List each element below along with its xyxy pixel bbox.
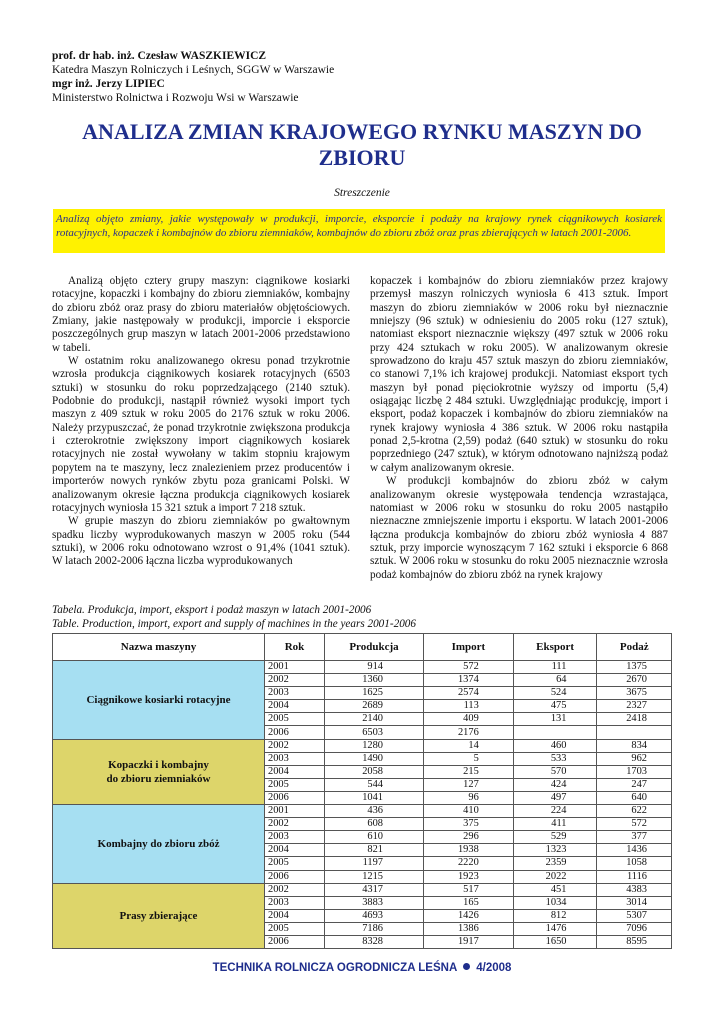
value-cell: 2022: [513, 870, 597, 883]
value-cell: 572: [597, 818, 672, 831]
year-cell: 2006: [265, 791, 325, 804]
value-cell: 451: [513, 883, 597, 896]
value-cell: 1426: [423, 909, 513, 922]
left-paragraph-3: W grupie maszyn do zbioru ziemniaków po gwałtownym spadku liczby wyprodukowanych maszyn w 2005 roku (544 sztuki), w 2006 roku odnotowano wzrost o 91,4% (1041 sztuk). W latach 2002-2006 łączna liczba wyprodukowanych: [52, 515, 350, 568]
value-cell: 424: [513, 778, 597, 791]
table-body: [53, 661, 672, 949]
year-cell: 2006: [265, 870, 325, 883]
value-cell: 1386: [423, 922, 513, 935]
value-cell: 411: [513, 818, 597, 831]
value-cell: 572: [423, 661, 513, 674]
value-cell: 517: [423, 883, 513, 896]
abstract-box: Analizą objęto zmiany, jakie występowały w produkcji, imporcie, eksporcie i podaży na krajowy rynek ciągnikowych kosiarek rotacyjnych, kopaczek i kombajnów do zbioru ziemniaków, kombajnów do zbioru zbóż oraz pras zbierających w latach 2001-2006.: [53, 209, 665, 253]
value-cell: 2327: [597, 700, 672, 713]
value-cell: 5: [423, 752, 513, 765]
year-cell: 2006: [265, 935, 325, 948]
value-cell: 821: [325, 844, 424, 857]
author-1-affiliation: Katedra Maszyn Rolniczych i Leśnych, SGGW w Warszawie: [52, 64, 335, 76]
value-cell: 410: [423, 805, 513, 818]
value-cell: 497: [513, 791, 597, 804]
value-cell: 2359: [513, 857, 597, 870]
value-cell: 1625: [325, 687, 424, 700]
year-cell: 2005: [265, 778, 325, 791]
year-cell: 2003: [265, 896, 325, 909]
article-title: ANALIZA ZMIAN KRAJOWEGO RYNKU MASZYN DO ZBIORU: [82, 119, 642, 170]
year-cell: 2005: [265, 922, 325, 935]
table-caption-pl: Tabela. Produkcja, import, eksport i podaż maszyn w latach 2001-2006: [52, 604, 372, 616]
value-cell: 640: [597, 791, 672, 804]
value-cell: 7186: [325, 922, 424, 935]
value-cell: 1490: [325, 752, 424, 765]
value-cell: 8595: [597, 935, 672, 948]
year-cell: 2003: [265, 752, 325, 765]
value-cell: 1650: [513, 935, 597, 948]
value-cell: 1323: [513, 844, 597, 857]
author-1-name: prof. dr hab. inż. Czesław WASZKIEWICZ: [52, 50, 267, 62]
value-cell: 1923: [423, 870, 513, 883]
value-cell: 127: [423, 778, 513, 791]
value-cell: 2220: [423, 857, 513, 870]
table-caption-en: Table. Production, import, export and supply of machines in the years 2001-2006: [52, 617, 416, 630]
value-cell: 436: [325, 805, 424, 818]
abstract-heading: Streszczenie: [334, 187, 390, 199]
value-cell: 608: [325, 818, 424, 831]
header-supply: Podaż: [597, 634, 672, 661]
data-table: [52, 633, 672, 949]
authors-block: [52, 49, 334, 105]
value-cell: 1034: [513, 896, 597, 909]
year-cell: 2003: [265, 687, 325, 700]
value-cell: 529: [513, 831, 597, 844]
table-row: [53, 661, 672, 674]
year-cell: 2001: [265, 805, 325, 818]
header-year: Rok: [265, 634, 325, 661]
value-cell: 409: [423, 713, 513, 726]
bullet-icon: [463, 963, 470, 970]
value-cell: 1058: [597, 857, 672, 870]
value-cell: 111: [513, 661, 597, 674]
value-cell: 131: [513, 713, 597, 726]
right-column: [370, 275, 668, 582]
value-cell: 2140: [325, 713, 424, 726]
table-row: [53, 739, 672, 752]
year-cell: 2003: [265, 831, 325, 844]
value-cell: 2670: [597, 674, 672, 687]
value-cell: 113: [423, 700, 513, 713]
value-cell: 5307: [597, 909, 672, 922]
value-cell: 7096: [597, 922, 672, 935]
left-paragraph-2: W ostatnim roku analizowanego okresu ponad trzykrotnie wzrosła produkcja ciągnikowych kosiarek rotacyjnych (6503 sztuki) w stosunku do roku poprzedzającego (2140 sztuk). Podobnie do produkcji, nastąpił również wysoki import tych maszyn z 409 sztuk w roku 2005 do 2176 sztuk w roku 2006. Należy przypuszczać, że ponad trzykrotnie zwiększona produkcja i czterokrotnie zwiększony import ciągnikowych kosiarek rotacyjnych nie został wywołany w takim stopniu krajowym popytem na te maszyny, lecz znalezieniem przez producentów i importerów nowych rynków zbytu poza granicami Polski. W analizowanym okresie łączna produkcja ciągnikowych kosiarek rotacyjnych wyniosła 15 321 sztuk a import 7 218 sztuk.: [52, 355, 350, 514]
machine-group-name: Kopaczki i kombajny do zbioru ziemniaków: [53, 739, 265, 804]
right-paragraph-1: kopaczek i kombajnów do zbioru ziemniaków przez krajowy przemysł maszyn rolniczych wyniosła 6 413 sztuk. Import maszyn do zbioru ziemniaków w 2006 roku był nieznacznie mniejszy (96 sztuk) w odniesieniu do 2005 roku (127 sztuk), natomiast eksport nieznacznie większy (497 sztuk w 2006 roku przy 424 sztukach w roku 2005). W analizowanym okresie sprowadzono do kraju 457 sztuk maszyn do zbioru ziemniaków, co stanowi 7,1% ich krajowej produkcji. Natomiast eksport tych maszyn był ponad pięciokrotnie wyższy od importu (5,4) osiągając liczbę 2 484 sztuki. Uwzględniając produkcję, import i eksport, podaż kopaczek i kombajnów do zbioru ziemniaków na rynek krajowy wyniosła 4 386 sztuk. W 2006 roku nastąpiła ponad 2,5-krotna (2,59) podaż (640 sztuk) w stosunku do roku poprzedniego (247 sztuk), w którym odnotowano najniższą podaż w całym analizowanym okresie.: [370, 275, 668, 474]
value-cell: 4693: [325, 909, 424, 922]
value-cell: 2418: [597, 713, 672, 726]
value-cell: 2689: [325, 700, 424, 713]
table-header-row: [53, 634, 672, 661]
header-import: Import: [423, 634, 513, 661]
journal-name: TECHNIKA ROLNICZA OGRODNICZA LEŚNA: [212, 962, 458, 974]
value-cell: 834: [597, 739, 672, 752]
author-2-name: mgr inż. Jerzy LIPIEC: [52, 78, 165, 90]
table-caption: [52, 604, 416, 631]
year-cell: 2006: [265, 726, 325, 739]
right-paragraph-2: W produkcji kombajnów do zbioru zbóż w całym analizowanym okresie występowała tendencja wzrastająca, natomiast w 2006 roku w stosunku do roku 2005 nastąpiło nieznaczne zmniejszenie importu i eksportu. W latach 2001-2006 łączna produkcja kombajnów do zbioru zbóż wyniosła 4 887 sztuk, przy imporcie wynoszącym 7 162 sztuki i eksporcie 6 868 sztuk. W 2006 roku w stosunku do roku 2005 nieznacznie wzrosła podaż kombajnów do zbioru zbóż na rynek krajowy: [370, 475, 668, 581]
value-cell: 1116: [597, 870, 672, 883]
value-cell: 96: [423, 791, 513, 804]
value-cell: 165: [423, 896, 513, 909]
value-cell: 1041: [325, 791, 424, 804]
value-cell: 4317: [325, 883, 424, 896]
value-cell: 1436: [597, 844, 672, 857]
value-cell: 533: [513, 752, 597, 765]
value-cell: [597, 726, 672, 739]
journal-issue: 4/2008: [476, 962, 512, 974]
value-cell: 2176: [423, 726, 513, 739]
value-cell: 2574: [423, 687, 513, 700]
value-cell: 1476: [513, 922, 597, 935]
author-2-affiliation: Ministerstwo Rolnictwa i Rozwoju Wsi w Warszawie: [52, 92, 299, 104]
value-cell: 4383: [597, 883, 672, 896]
header-production: Produkcja: [325, 634, 424, 661]
year-cell: 2002: [265, 883, 325, 896]
year-cell: 2005: [265, 857, 325, 870]
value-cell: 1375: [597, 661, 672, 674]
machine-group-name: Ciągnikowe kosiarki rotacyjne: [53, 661, 265, 740]
value-cell: 64: [513, 674, 597, 687]
value-cell: 1938: [423, 844, 513, 857]
value-cell: 1360: [325, 674, 424, 687]
value-cell: 1197: [325, 857, 424, 870]
year-cell: 2001: [265, 661, 325, 674]
value-cell: 1374: [423, 674, 513, 687]
year-cell: 2004: [265, 909, 325, 922]
value-cell: 6503: [325, 726, 424, 739]
value-cell: 610: [325, 831, 424, 844]
value-cell: 8328: [325, 935, 424, 948]
machine-group-name: Kombajny do zbioru zbóż: [53, 805, 265, 884]
value-cell: 14: [423, 739, 513, 752]
year-cell: 2002: [265, 818, 325, 831]
table-row: [53, 883, 672, 896]
value-cell: 2058: [325, 765, 424, 778]
year-cell: 2004: [265, 765, 325, 778]
year-cell: 2005: [265, 713, 325, 726]
value-cell: 224: [513, 805, 597, 818]
header-machine: Nazwa maszyny: [53, 634, 265, 661]
year-cell: 2002: [265, 739, 325, 752]
value-cell: 622: [597, 805, 672, 818]
value-cell: [513, 726, 597, 739]
value-cell: 1280: [325, 739, 424, 752]
year-cell: 2004: [265, 844, 325, 857]
value-cell: 1703: [597, 765, 672, 778]
value-cell: 460: [513, 739, 597, 752]
footer: [0, 962, 724, 974]
value-cell: 3014: [597, 896, 672, 909]
value-cell: 215: [423, 765, 513, 778]
value-cell: 375: [423, 818, 513, 831]
value-cell: 3883: [325, 896, 424, 909]
value-cell: 570: [513, 765, 597, 778]
value-cell: 1917: [423, 935, 513, 948]
value-cell: 247: [597, 778, 672, 791]
header-export: Eksport: [513, 634, 597, 661]
value-cell: 812: [513, 909, 597, 922]
value-cell: 3675: [597, 687, 672, 700]
value-cell: 377: [597, 831, 672, 844]
year-cell: 2002: [265, 674, 325, 687]
left-paragraph-1: Analizą objęto cztery grupy maszyn: ciągnikowe kosiarki rotacyjne, kopaczki i kombajny do zbioru ziemniaków, kombajny do zbioru zbóż oraz prasy do zbioru materiałów objętościowych. Zmiany, jakie następowały w produkcji, imporcie i eksporcie poszczególnych grup maszyn w latach 2001-2006 przedstawiono w tabeli.: [52, 275, 350, 354]
value-cell: 475: [513, 700, 597, 713]
value-cell: 1215: [325, 870, 424, 883]
machine-group-name: Prasy zbierające: [53, 883, 265, 948]
left-column: [52, 275, 350, 569]
table-row: [53, 805, 672, 818]
value-cell: 296: [423, 831, 513, 844]
value-cell: 962: [597, 752, 672, 765]
value-cell: 914: [325, 661, 424, 674]
year-cell: 2004: [265, 700, 325, 713]
value-cell: 544: [325, 778, 424, 791]
value-cell: 524: [513, 687, 597, 700]
